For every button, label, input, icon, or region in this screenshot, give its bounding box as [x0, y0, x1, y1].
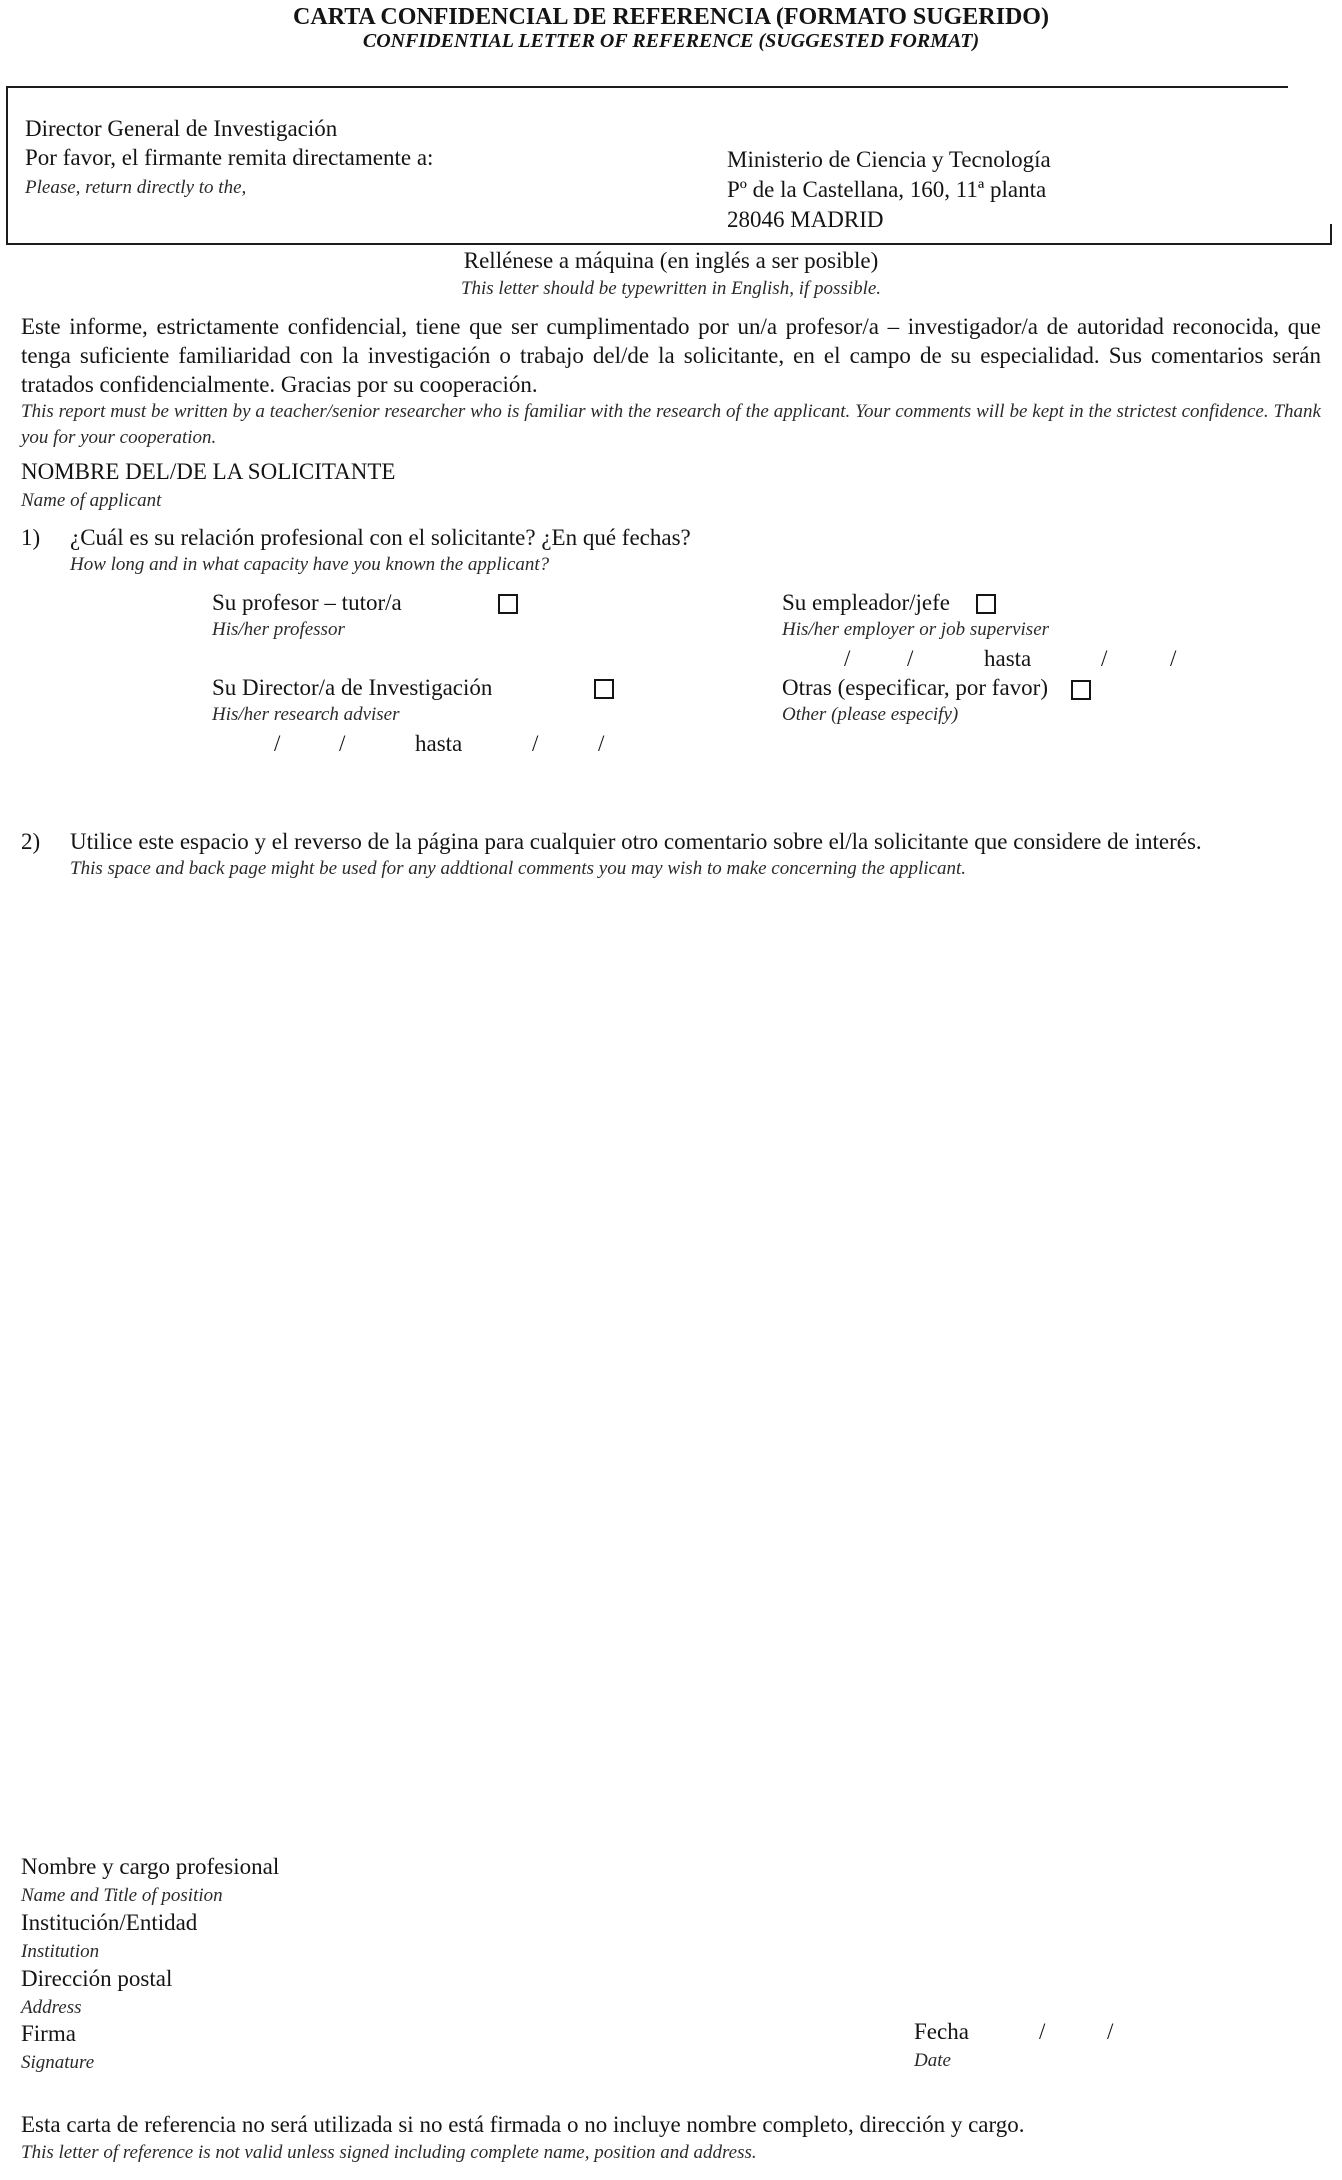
question2-text-en: This space and back page might be used for any addtional comments you may wish to make concerning the applicant.	[70, 858, 967, 879]
date-separator: /	[1170, 646, 1177, 671]
question2-text: Utilice este espacio y el reverso de la página para cualquier otro comentario sobre el/la solicitante que considere de interés.	[70, 829, 1202, 854]
date-label-en: Date	[914, 2050, 951, 2071]
ministry-name: Ministerio de Ciencia y Tecnología	[727, 147, 1051, 172]
fill-instruction-en: This letter should be typewritten in English, if possible.	[460, 278, 882, 299]
director-label: Director General de Investigación	[25, 116, 338, 141]
option-other-checkbox[interactable]	[1071, 680, 1091, 700]
return-label-en: Please, return directly to the,	[25, 177, 247, 198]
date-separator: /	[1107, 2019, 1114, 2044]
footer-notice-en: This letter of reference is not valid unless signed including complete name, position and address.	[21, 2142, 757, 2163]
intro-paragraph-en: This report must be written by a teacher/senior researcher who is familiar with the research of the applicant. Your comments will be kept in the strictest confidence. Thank you for your cooperation.	[21, 401, 1321, 448]
date-separator: /	[339, 731, 346, 756]
option-other-label-en: Other (please especify)	[782, 704, 959, 725]
signature-label-en: Signature	[21, 2052, 95, 2073]
return-label: Por favor, el firmante remita directamente a:	[25, 145, 434, 170]
comments-area[interactable]	[21, 900, 1321, 1840]
question1-number: 1)	[21, 525, 41, 550]
date-separator: /	[1039, 2019, 1046, 2044]
institution-label: Institución/Entidad	[21, 1910, 198, 1935]
footer-notice: Esta carta de referencia no será utilizada si no está firmada o no incluye nombre completo, dirección y cargo.	[21, 2112, 1025, 2137]
applicant-name-label-en: Name of applicant	[21, 490, 162, 511]
document-subtitle: CONFIDENTIAL LETTER OF REFERENCE (SUGGESTED FORMAT)	[362, 30, 980, 52]
address-label: Dirección postal	[21, 1966, 173, 1991]
date-separator: /	[844, 646, 851, 671]
question1-text-en: How long and in what capacity have you known the applicant?	[70, 554, 550, 575]
question1-text: ¿Cuál es su relación profesional con el solicitante? ¿En qué fechas?	[70, 525, 691, 550]
date-separator: /	[598, 731, 605, 756]
date-label: Fecha	[914, 2019, 969, 2044]
name-title-label: Nombre y cargo profesional	[21, 1854, 280, 1879]
until-label: hasta	[415, 731, 463, 756]
ministry-city: 28046 MADRID	[727, 207, 884, 232]
applicant-name-label: NOMBRE DEL/DE LA SOLICITANTE	[21, 459, 396, 484]
option-employer-label: Su empleador/jefe	[782, 590, 950, 615]
option-employer-label-en: His/her employer or job superviser	[782, 619, 1050, 640]
institution-label-en: Institution	[21, 1941, 100, 1962]
option-professor-label-en: His/her professor	[212, 619, 345, 640]
option-employer-checkbox[interactable]	[976, 594, 996, 614]
until-label: hasta	[984, 646, 1032, 671]
intro-paragraph: Este informe, estrictamente confidencial, tiene que ser cumplimentado por un/a profesor/a – investigador/a de autoridad reconocida, que tenga suficiente familiaridad con la investigación o trabajo del/de la solicitante, en el campo de su especialidad. Sus comentarios serán tratados confidencialmente. Gracias por su cooperación.	[21, 314, 1321, 397]
signature-label: Firma	[21, 2021, 76, 2046]
date-separator: /	[274, 731, 281, 756]
fill-instruction: Rellénese a máquina (en inglés a ser posible)	[463, 248, 879, 273]
ministry-street: Pº de la Castellana, 160, 11ª planta	[727, 177, 1047, 202]
document-title: CARTA CONFIDENCIAL DE REFERENCIA (FORMATO SUGERIDO)	[293, 4, 1049, 30]
date-separator: /	[1101, 646, 1108, 671]
option-adviser-label-en: His/her research adviser	[212, 704, 400, 725]
date-separator: /	[907, 646, 914, 671]
name-title-label-en: Name and Title of position	[21, 1885, 223, 1906]
option-other-label: Otras (especificar, por favor)	[782, 675, 1048, 700]
address-label-en: Address	[21, 1997, 82, 2018]
option-professor-checkbox[interactable]	[498, 594, 518, 614]
question2-number: 2)	[21, 829, 41, 854]
date-separator: /	[532, 731, 539, 756]
option-adviser-checkbox[interactable]	[594, 679, 614, 699]
option-adviser-label: Su Director/a de Investigación	[212, 675, 493, 700]
option-professor-label: Su profesor – tutor/a	[212, 590, 402, 615]
